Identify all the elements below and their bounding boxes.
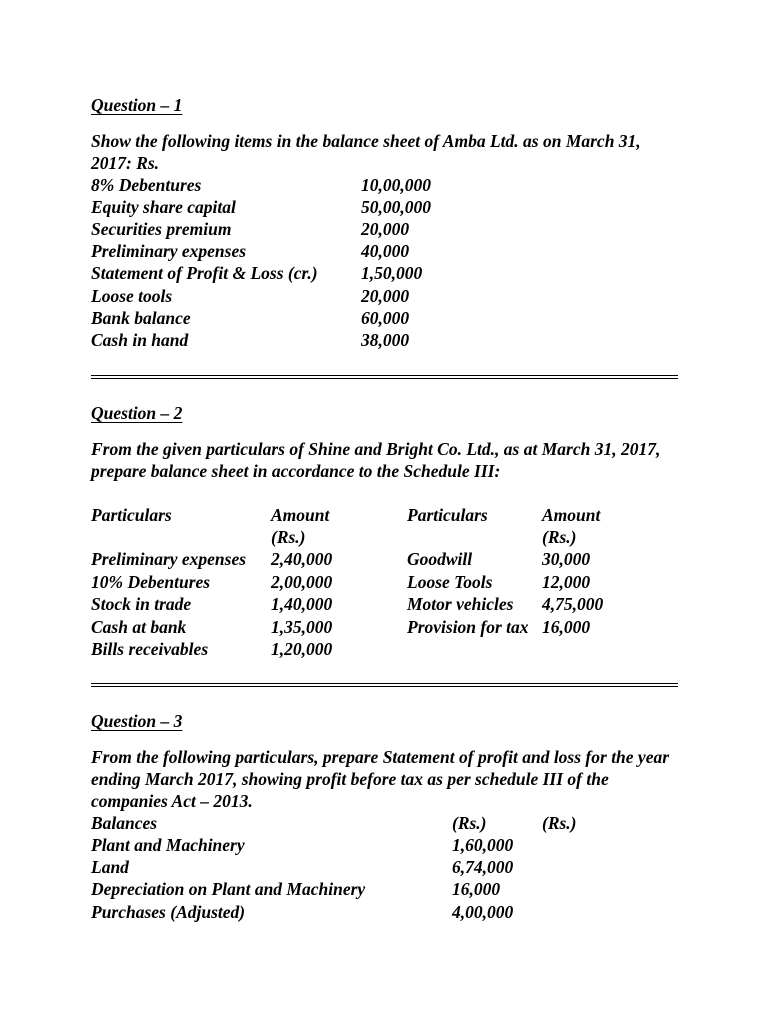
row-label: Goodwill xyxy=(407,549,473,569)
row-label: Depreciation on Plant and Machinery xyxy=(91,879,366,899)
row-value: 4,75,000 xyxy=(542,594,604,614)
row-value: 1,40,000 xyxy=(271,594,333,614)
q2-intro: From the given particulars of Shine and Bright Co. Ltd., as at March 31, 2017, prepare balance sheet in accordance to the Schedule III: xyxy=(91,439,661,481)
q2-heading: Question – 2 xyxy=(91,403,183,423)
item-value: 50,00,000 xyxy=(361,197,431,217)
section-divider xyxy=(91,683,678,687)
column-header-amount: Amount xyxy=(271,505,330,525)
row-value: 30,000 xyxy=(542,549,591,569)
item-value: 1,50,000 xyxy=(361,263,423,283)
q1-heading: Question – 1 xyxy=(91,95,183,115)
row-value: 2,00,000 xyxy=(271,572,333,592)
row-label: 10% Debentures xyxy=(91,572,211,592)
item-value: 20,000 xyxy=(361,219,410,239)
list-item xyxy=(0,196,768,218)
row-label: Preliminary expenses xyxy=(91,549,247,569)
q1-intro: Show the following items in the balance sheet of Amba Ltd. as on March 31, 2017: Rs. xyxy=(91,131,641,173)
list-item xyxy=(0,240,768,262)
table-header-row xyxy=(0,526,768,548)
item-label: Equity share capital xyxy=(91,197,236,217)
table-header-row xyxy=(0,812,768,834)
item-label: 8% Debentures xyxy=(91,175,202,195)
table-row xyxy=(0,834,768,856)
row-label: Cash at bank xyxy=(91,617,187,637)
item-label: Securities premium xyxy=(91,219,232,239)
q3-intro: From the following particulars, prepare Statement of profit and loss for the year ending March 2017, showing profit before tax as per schedule III of the companies Act – 2013. xyxy=(91,747,670,811)
row-label: Land xyxy=(91,857,129,877)
column-header-particulars: Particulars xyxy=(407,505,488,525)
item-value: 40,000 xyxy=(361,241,410,261)
list-item xyxy=(0,262,768,284)
column-header-balances: Balances xyxy=(91,813,158,833)
section-divider xyxy=(91,375,678,379)
row-value: 1,20,000 xyxy=(271,639,333,659)
q3-heading: Question – 3 xyxy=(91,711,183,731)
row-label: Stock in trade xyxy=(91,594,192,614)
column-header-unit: (Rs.) xyxy=(452,813,487,833)
row-label: Bills receivables xyxy=(91,639,209,659)
table-row xyxy=(0,901,768,923)
row-label: Loose Tools xyxy=(407,572,493,592)
row-value: 6,74,000 xyxy=(452,857,514,877)
row-label: Provision for tax xyxy=(407,617,529,637)
row-value: 12,000 xyxy=(542,572,591,592)
table-row xyxy=(0,571,768,593)
list-item xyxy=(0,307,768,329)
item-label: Loose tools xyxy=(91,286,173,306)
row-value: 16,000 xyxy=(542,617,591,637)
column-header-particulars: Particulars xyxy=(91,505,172,525)
item-label: Preliminary expenses xyxy=(91,241,247,261)
column-header-unit: (Rs.) xyxy=(271,527,306,547)
row-value: 1,35,000 xyxy=(271,617,333,637)
table-header-row xyxy=(0,504,768,526)
column-header-amount: Amount xyxy=(542,505,601,525)
list-item xyxy=(0,174,768,196)
row-value: 16,000 xyxy=(452,879,501,899)
table-row xyxy=(0,638,768,660)
row-value: 1,60,000 xyxy=(452,835,514,855)
item-label: Cash in hand xyxy=(91,330,189,350)
table-row xyxy=(0,856,768,878)
table-row xyxy=(0,878,768,900)
column-header-unit: (Rs.) xyxy=(542,527,577,547)
column-header-unit: (Rs.) xyxy=(542,813,577,833)
list-item xyxy=(0,218,768,240)
table-row xyxy=(0,616,768,638)
item-label: Statement of Profit & Loss (cr.) xyxy=(91,263,318,283)
list-item xyxy=(0,285,768,307)
table-row xyxy=(0,548,768,570)
item-value: 10,00,000 xyxy=(361,175,431,195)
row-value: 2,40,000 xyxy=(271,549,333,569)
item-label: Bank balance xyxy=(91,308,191,328)
item-value: 20,000 xyxy=(361,286,410,306)
table-row xyxy=(0,593,768,615)
item-value: 38,000 xyxy=(361,330,410,350)
row-label: Motor vehicles xyxy=(407,594,514,614)
row-label: Plant and Machinery xyxy=(91,835,245,855)
row-value: 4,00,000 xyxy=(452,902,514,922)
item-value: 60,000 xyxy=(361,308,410,328)
row-label: Purchases (Adjusted) xyxy=(91,902,246,922)
list-item xyxy=(0,329,768,351)
